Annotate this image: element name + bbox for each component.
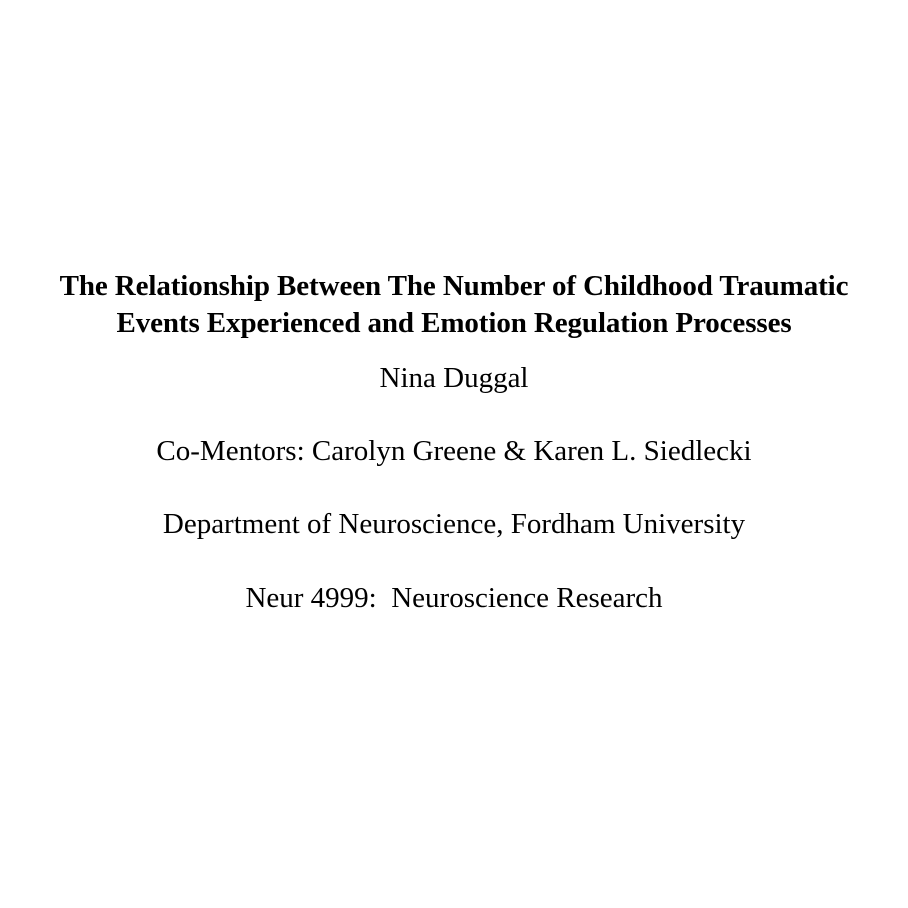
course-name: Neur 4999: Neuroscience Research bbox=[245, 582, 663, 614]
co-mentors: Co-Mentors: Carolyn Greene & Karen L. Siedlecki bbox=[156, 435, 752, 467]
paper-title-line-2: Events Experienced and Emotion Regulation Processes bbox=[116, 307, 792, 339]
author-name: Nina Duggal bbox=[379, 362, 529, 394]
department-affiliation: Department of Neuroscience, Fordham University bbox=[162, 508, 746, 540]
paper-title-line-1: The Relationship Between The Number of Childhood Traumatic bbox=[59, 270, 849, 302]
